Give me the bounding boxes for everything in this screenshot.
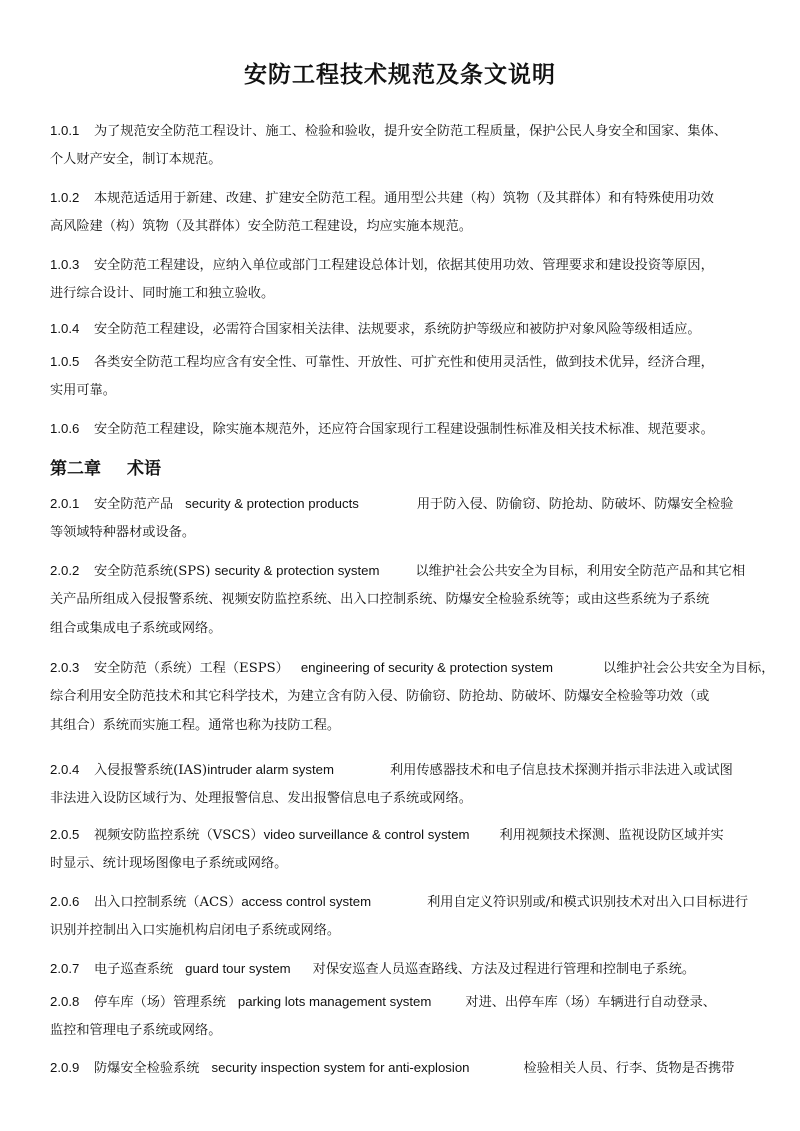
chapter-heading bbox=[50, 454, 161, 479]
term-definition: 对保安巡查人员巡查路线、方法及过程进行管理和控制电子系统。 bbox=[312, 962, 696, 977]
term-2-0-6 bbox=[50, 887, 770, 945]
term-2-0-3 bbox=[50, 653, 775, 740]
term-definition-cont: 其组合）系统而实施工程。通常也称为技防工程。 bbox=[50, 718, 341, 733]
clause-text-cont: 高风险建（构）筑物（及其群体）安全防范工程建设，均应实施本规范。 bbox=[50, 219, 472, 234]
clause-1-0-6 bbox=[50, 414, 770, 443]
clause-text: 安全防范工程建设，除实施本规范外，还应符合国家现行工程建设强制性标准及相关技术标准、规范要求。 bbox=[94, 422, 714, 437]
clause-1-0-3 bbox=[50, 250, 770, 308]
term-number: 2.0.1 bbox=[50, 496, 80, 511]
term-definition-cont: 组合或集成电子系统或网络。 bbox=[50, 621, 222, 636]
clause-number: 1.0.3 bbox=[50, 257, 80, 272]
clause-number: 1.0.2 bbox=[50, 190, 80, 205]
term-cn: 出入口控制系统（ACS） bbox=[94, 895, 242, 910]
term-en: security inspection system for anti-explosion bbox=[211, 1060, 470, 1075]
term-definition: 以维护社会公共安全为目标， bbox=[602, 661, 775, 676]
term-en: video surveillance & control system bbox=[263, 827, 470, 842]
term-definition: 用于防入侵、防偷窃、防抢劫、防破坏、防爆安全检验 bbox=[416, 497, 734, 512]
term-definition-cont: 等领域特种器材或设备。 bbox=[50, 525, 196, 540]
term-definition: 利用自定义符识别或/和模式识别技术对出入口目标进行 bbox=[427, 895, 749, 910]
term-cn: 安全防范（系统）工程（ESPS） bbox=[94, 661, 289, 676]
term-cn: 安全防范产品 bbox=[94, 497, 174, 512]
term-definition-cont: 非法进入设防区域行为、处理报警信息、发出报警信息电子系统或网络。 bbox=[50, 791, 472, 806]
term-definition: 检验相关人员、行李、货物是否携带 bbox=[523, 1061, 735, 1076]
term-en: guard tour system bbox=[185, 961, 291, 976]
term-en: security & protection products bbox=[185, 496, 359, 511]
term-2-0-2 bbox=[50, 556, 770, 643]
clause-text-cont: 实用可靠。 bbox=[50, 383, 116, 398]
term-definition-cont: 关产品所组成入侵报警系统、视频安防监控系统、出入口控制系统、防爆安全检验系统等；或由这些系统为子系统 bbox=[50, 592, 710, 607]
clause-1-0-1 bbox=[50, 116, 770, 174]
term-cn: 安全防范系统(SPS) bbox=[94, 564, 215, 579]
term-number: 2.0.7 bbox=[50, 961, 80, 976]
clause-text: 为了规范安全防范工程设计、施工、检验和验收，提升安全防范工程质量，保护公民人身安全和国家、集体、 bbox=[94, 124, 727, 139]
clause-number: 1.0.6 bbox=[50, 421, 80, 436]
clause-text: 安全防范工程建设，应纳入单位或部门工程建设总体计划，依据其使用功效、管理要求和建设投资等原因， bbox=[94, 258, 714, 273]
term-cn: 视频安防监控系统（VSCS） bbox=[94, 828, 264, 843]
term-number: 2.0.9 bbox=[50, 1060, 80, 1075]
term-cn: 停车库（场）管理系统 bbox=[94, 995, 226, 1010]
term-en: security & protection system bbox=[214, 563, 380, 578]
clause-number: 1.0.1 bbox=[50, 123, 80, 138]
term-en: access control system bbox=[241, 894, 372, 909]
term-definition: 对进、出停车库（场）车辆进行自动登录、 bbox=[465, 995, 716, 1010]
chapter-title: 术语 bbox=[127, 459, 161, 479]
clause-text: 本规范适适用于新建、改建、扩建安全防范工程。通用型公共建（构）筑物（及其群体）和有特殊使用功效 bbox=[94, 191, 714, 206]
term-2-0-8 bbox=[50, 987, 770, 1045]
term-en: parking lots management system bbox=[237, 994, 432, 1009]
clause-text-cont: 个人财产安全，制订本规范。 bbox=[50, 152, 222, 167]
clause-text-cont: 进行综合设计、同时施工和独立验收。 bbox=[50, 286, 275, 301]
clause-1-0-5 bbox=[50, 347, 770, 405]
chapter-number: 第二章 bbox=[50, 459, 101, 479]
page-title: 安防工程技术规范及条文说明 bbox=[244, 62, 556, 88]
term-2-0-5 bbox=[50, 820, 770, 878]
term-2-0-4 bbox=[50, 755, 770, 813]
term-en: intruder alarm system bbox=[207, 762, 334, 777]
clause-number: 1.0.4 bbox=[50, 321, 80, 336]
term-2-0-9 bbox=[50, 1053, 770, 1082]
term-cn: 入侵报警系统(IAS) bbox=[94, 763, 208, 778]
term-cn: 防爆安全检验系统 bbox=[94, 1061, 200, 1076]
term-number: 2.0.3 bbox=[50, 660, 80, 675]
term-definition-cont: 监控和管理电子系统或网络。 bbox=[50, 1023, 222, 1038]
term-number: 2.0.6 bbox=[50, 894, 80, 909]
term-cn: 电子巡查系统 bbox=[94, 962, 174, 977]
term-definition-cont: 时显示、统计现场图像电子系统或网络。 bbox=[50, 856, 288, 871]
term-en: engineering of security & protection system bbox=[300, 660, 553, 675]
clause-text: 各类安全防范工程均应含有安全性、可靠性、开放性、可扩充性和使用灵活性，做到技术优异，经济合理， bbox=[94, 355, 714, 370]
clause-1-0-4 bbox=[50, 314, 770, 343]
clause-1-0-2 bbox=[50, 183, 770, 241]
term-definition: 利用视频技术探测、监视设防区域并实 bbox=[499, 828, 724, 843]
term-definition-cont: 综合利用安全防范技术和其它科学技术，为建立含有防入侵、防偷窃、防抢劫、防破坏、防爆安全检验等功效（或 bbox=[50, 689, 710, 704]
term-2-0-7 bbox=[50, 954, 770, 983]
term-number: 2.0.5 bbox=[50, 827, 80, 842]
term-2-0-1 bbox=[50, 489, 770, 547]
term-number: 2.0.4 bbox=[50, 762, 80, 777]
term-definition: 以维护社会公共安全为目标，利用安全防范产品和其它相 bbox=[415, 564, 746, 579]
term-number: 2.0.8 bbox=[50, 994, 80, 1009]
term-number: 2.0.2 bbox=[50, 563, 80, 578]
term-definition-cont: 识别并控制出入口实施机构启闭电子系统或网络。 bbox=[50, 923, 341, 938]
term-definition: 利用传感器技术和电子信息技术探测并指示非法进入或试图 bbox=[389, 763, 733, 778]
clause-number: 1.0.5 bbox=[50, 354, 80, 369]
clause-text: 安全防范工程建设，必需符合国家相关法律、法规要求，系统防护等级应和被防护对象风险等级相适应。 bbox=[94, 322, 701, 337]
